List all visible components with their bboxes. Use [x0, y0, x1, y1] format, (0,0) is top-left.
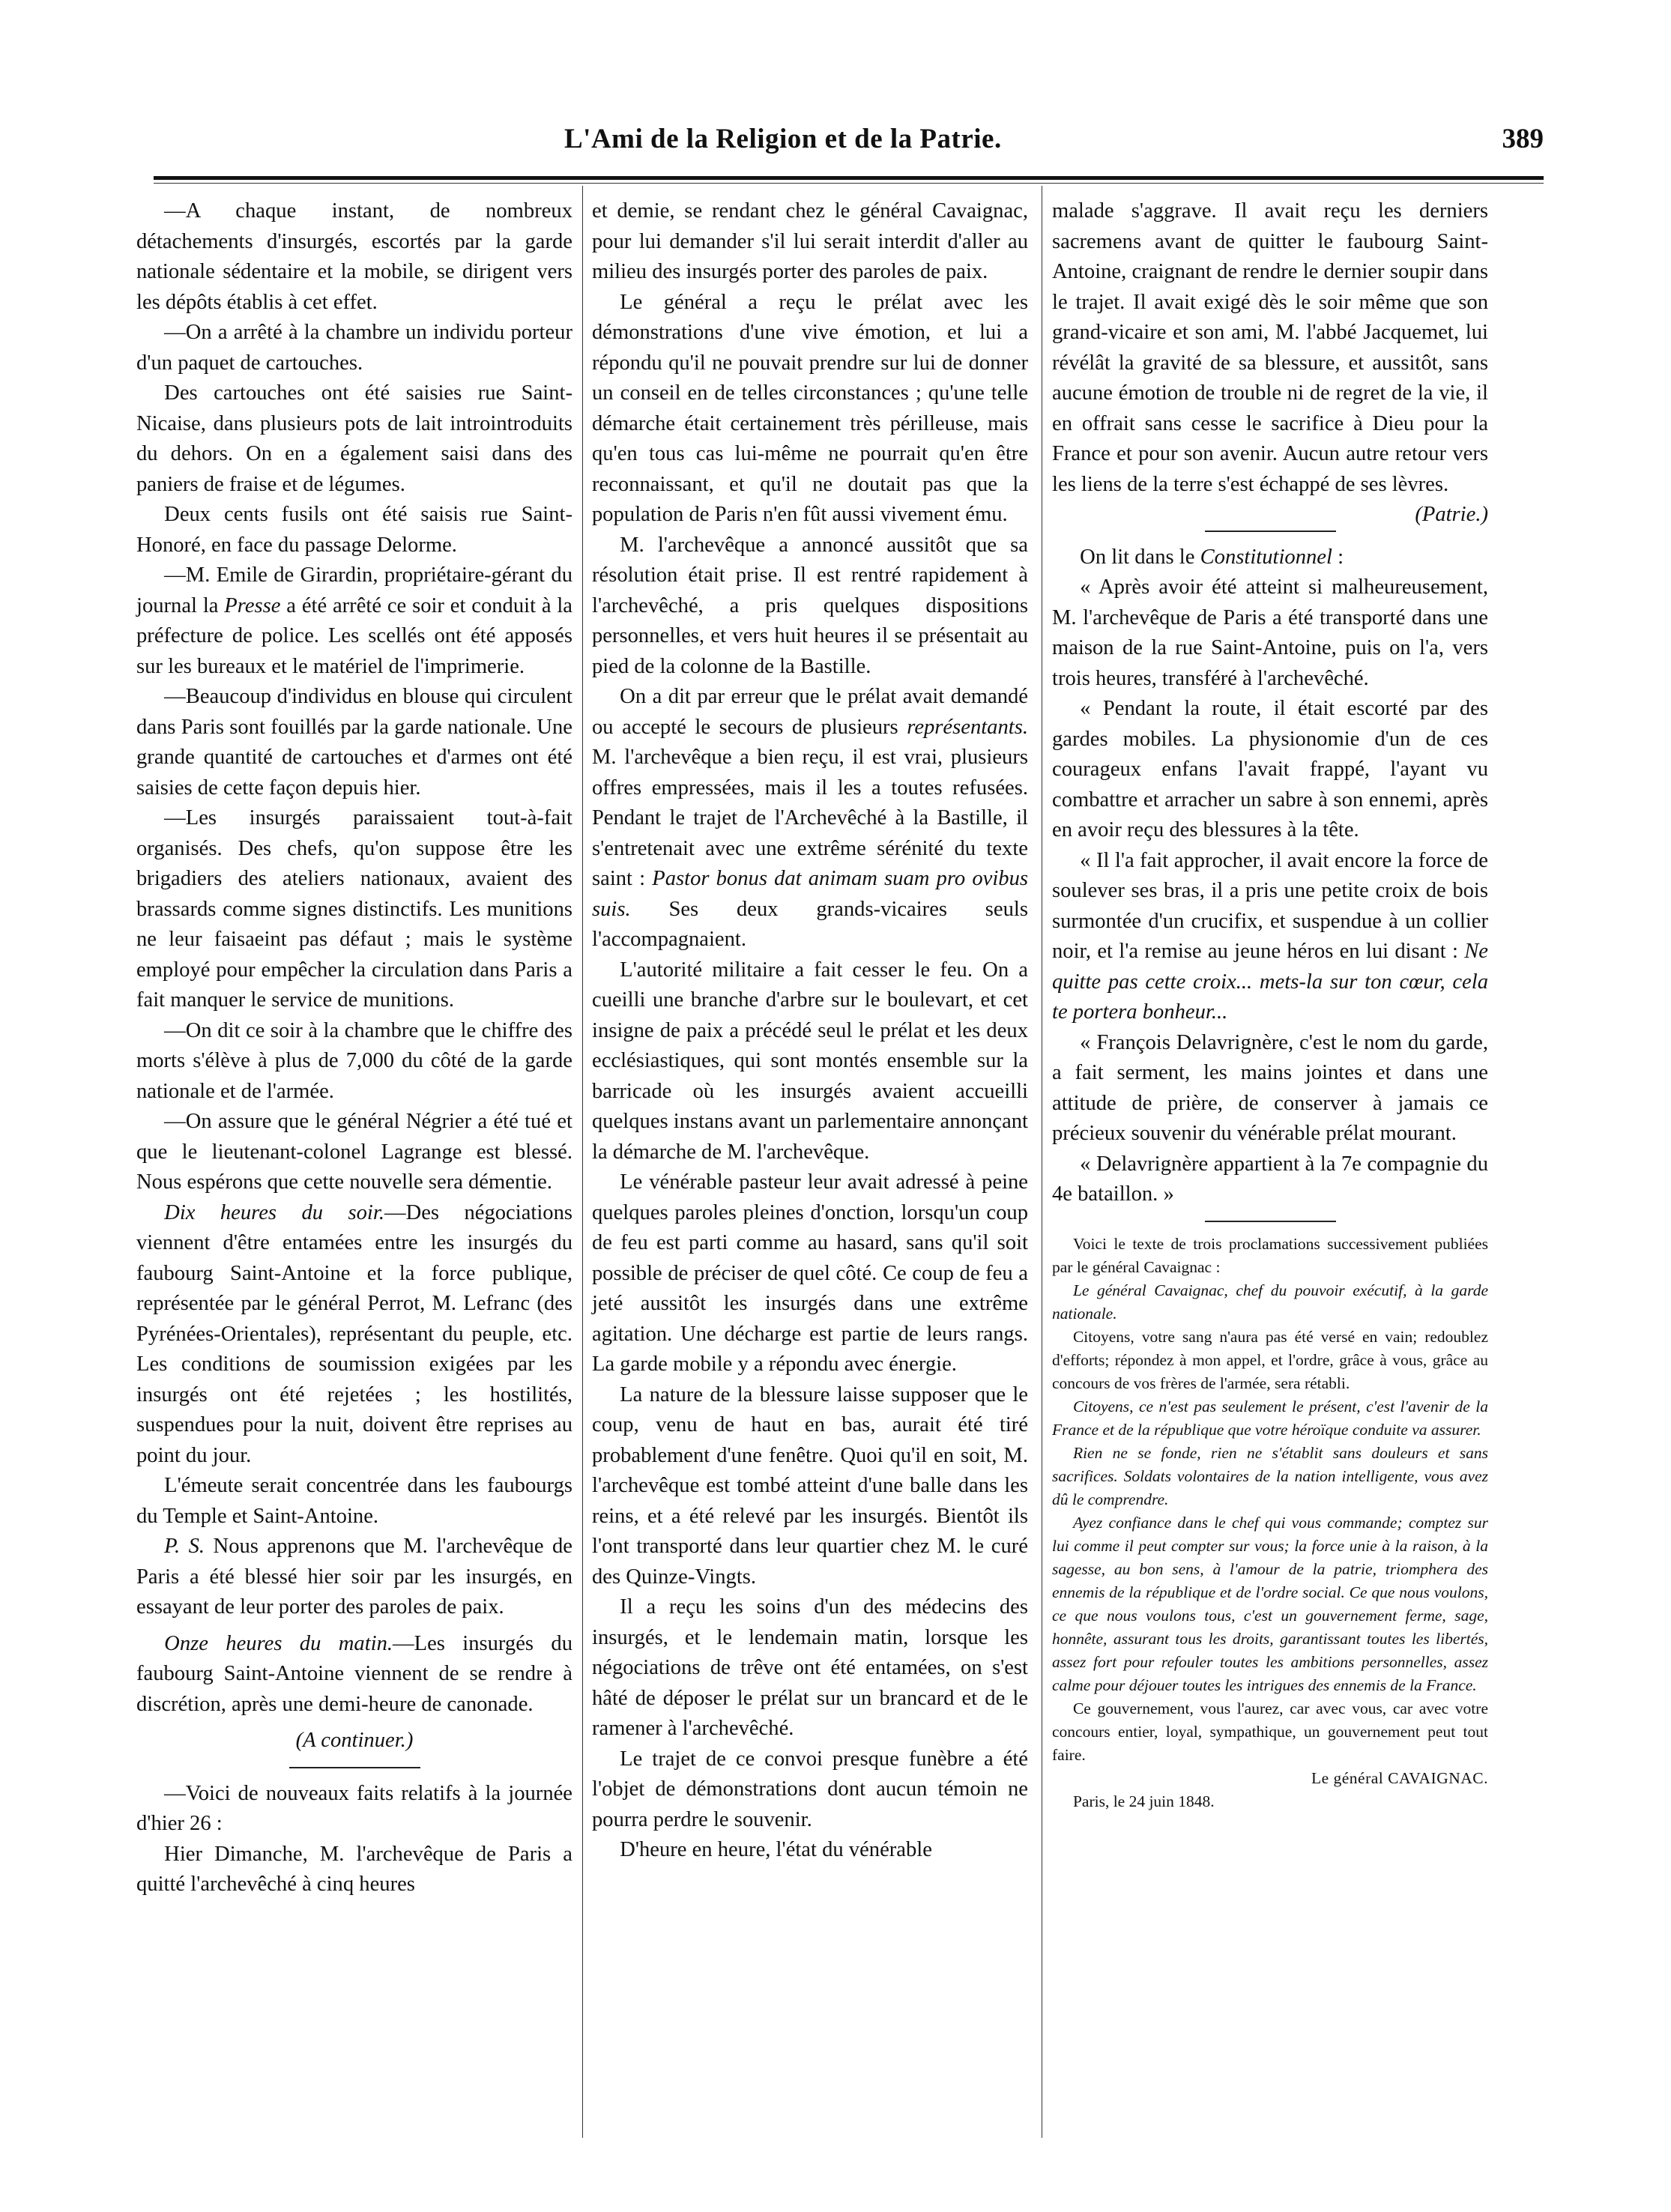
paragraph: Il a reçu les soins d'un des médecins des insurgés, et le lendemain matin, lorsque les négociations de trêve ont été entamées, on s'est hâté de déposer le prélat sur un brancard et de le ramener à l'archevêché. — [592, 1595, 1028, 1740]
paragraph: —On dit ce soir à la chambre que le chiffre des morts s'élève à plus de 7,000 du côté de la garde nationale et de l'armée. — [136, 1018, 572, 1103]
paragraph: « Il l'a fait approcher, il avait encore la force de soulever ses bras, il a pris une petite croix de bois surmontée d'un crucifix, et suspendue à un collier noir, et l'a remise au jeune héros en lui disant : Ne quitte pas cette croix... mets-la sur ton cœur, cela te portera bonheur... — [1052, 848, 1488, 1024]
paragraph: P. S. Nous apprenons que M. l'archevêque de Paris a été blessé hier soir par les insurgés, en essayant de leur porter des paroles de paix. — [136, 1535, 572, 1619]
proclamation-heading: Le général Cavaignac, chef du pouvoir exécutif, à la garde nationale. — [1052, 1281, 1488, 1323]
paragraph: —On a arrêté à la chambre un individu porteur d'un paquet de cartouches. — [136, 321, 572, 375]
paragraph: Rien ne se fonde, rien ne s'établit sans douleurs et sans sacrifices. Soldats volontaires de la nation intelligente, vous avez dû le comprendre. — [1052, 1443, 1488, 1508]
paragraph: —Voici de nouveaux faits relatifs à la journée d'hier 26 : — [136, 1781, 572, 1835]
column-divider-1 — [582, 186, 583, 2138]
paragraph: Hier Dimanche, M. l'archevêque de Paris a quitté l'archevêché à cinq heures — [136, 1842, 572, 1896]
paragraph: Ayez confiance dans le chef qui vous commande; comptez sur lui comme il peut compter sur vous; la force unie à la raison, à la sagesse, au bon sens, à l'amour de la patrie, triomphera des ennemis de la république et de l'ordre social. Ce que nous voulons, ce que nous voulons tous, c'est un gouvernement ferme, sage, honnête, assurant tous les droits, garantissant toutes les libertés, assez fort pour refouler toutes les ambitions personnelles, assez calme pour déjouer toutes les intrigues des ennemis de la France. — [1052, 1513, 1488, 1694]
paragraph: On a dit par erreur que le prélat avait demandé ou accepté le secours de plusieurs représentants. M. l'archevêque a bien reçu, il est vrai, plusieurs offres empressées, mais il les a toutes refusées. Pendant le trajet de l'Archevêché à la Bastille, il s'entretenait avec une extrême sérénité du texte saint : Pastor bonus dat animam suam pro ovibus suis. Ses deux grands-vicaires seuls l'accompagnaient. — [592, 685, 1028, 951]
section-separator — [289, 1767, 420, 1768]
paragraph: Citoyens, ce n'est pas seulement le présent, c'est l'avenir de la France et de la république que votre héroïque conduite va assurer. — [1052, 1397, 1488, 1439]
paragraph: Le trajet de ce convoi presque funèbre a été l'objet de démonstrations dont aucun témoin ne pourra perdre le souvenir. — [592, 1747, 1028, 1831]
section-separator — [1205, 1221, 1336, 1222]
paragraph: Citoyens, votre sang n'aura pas été versé en vain; redoublez d'efforts; répondez à mon appel, et l'ordre, grâce à vous, grâce au concours de vos frères de l'armée, sera rétabli. — [1052, 1327, 1488, 1392]
signature: Le général CAVAIGNAC. — [1311, 1768, 1488, 1787]
source-attribution: (Patrie.) — [1415, 503, 1488, 526]
paragraph: et demie, se rendant chez le général Cavaignac, pour lui demander s'il lui serait interdit d'aller au milieu des insurgés porter des paroles de paix. — [592, 199, 1028, 283]
paragraph: —A chaque instant, de nombreux détachements d'insurgés, escortés par la garde nationale sédentaire et la mobile, se dirigent vers les dépôts établis à cet effet. — [136, 199, 572, 314]
paragraph: L'autorité militaire a fait cesser le feu. On a cueilli une branche d'arbre sur le boulevart, et cet insigne de paix a précédé seul le prélat et les deux ecclésiastiques, qui sont montés ensemble sur la barricade où les insurgés avaient accueilli quelques instans avant un parlementaire annonçant la démarche de M. l'archevêque. — [592, 958, 1028, 1164]
paragraph: La nature de la blessure laisse supposer que le coup, venu de haut en bas, aurait été tiré probablement d'une fenêtre. Quoi qu'il en soit, M. l'archevêque est tombé atteint d'une balle dans les reins, et a été relevé par les insurgés. Bientôt ils l'ont transporté dans leur quartier chez M. le curé des Quinze-Vingts. — [592, 1382, 1028, 1589]
to-be-continued: (A continuer.) — [295, 1729, 414, 1752]
paragraph: Onze heures du matin.—Les insurgés du faubourg Saint-Antoine viennent de se rendre à discrétion, après une demi-heure de canonade. — [136, 1631, 572, 1716]
page-number: 389 — [1502, 124, 1544, 154]
paragraph: —Beaucoup d'individus en blouse qui circulent dans Paris sont fouillés par la garde nationale. Une grande quantité de cartouches et d'armes ont été saisies de cette façon depuis hier. — [136, 685, 572, 800]
paragraph: « François Delavrignère, c'est le nom du garde, a fait serment, les mains jointes et dans une attitude de prière, de conserver à jamais ce précieux souvenir du vénérable prélat mourant. — [1052, 1030, 1488, 1145]
paragraph: —On assure que le général Négrier a été tué et que le lieutenant-colonel Lagrange est blessé. Nous espérons que cette nouvelle sera démentie. — [136, 1110, 572, 1194]
paragraph: L'émeute serait concentrée dans les faubourgs du Temple et Saint-Antoine. — [136, 1474, 572, 1528]
page-header — [131, 120, 1544, 168]
paragraph: Le général a reçu le prélat avec les démonstrations d'une vive émotion, et lui a répondu qu'il ne pouvait prendre sur lui de donner un conseil en de telles circonstances ; qu'une telle démarche était certainement très périlleuse, mais qu'en tous cas lui-même ne pourrait qu'en être reconnaissant, et qu'il ne doutait pas que la population de Paris n'en fût aussi vivement ému. — [592, 290, 1028, 526]
paragraph: D'heure en heure, l'état du vénérable — [620, 1838, 932, 1861]
paragraph: « Après avoir été atteint si malheureusement, M. l'archevêque de Paris a été transporté dans une maison de la rue Saint-Antoine, puis on l'a, vers trois heures, transféré à l'archevêché. — [1052, 575, 1488, 690]
journal-title: L'Ami de la Religion et de la Patrie. — [564, 124, 1002, 154]
paragraph: M. l'archevêque a annoncé aussitôt que sa résolution était prise. Il est rentré rapidement à l'archevêché, a pris quelques dispositions personnelles, et vers huit heures il se présentait au pied de la colonne de la Bastille. — [592, 533, 1028, 678]
dateline: Paris, le 24 juin 1848. — [1072, 1792, 1215, 1810]
column-3 — [1052, 196, 1488, 1813]
paragraph: —Les insurgés paraissaient tout-à-fait organisés. Des chefs, qu'on suppose être les brigadiers des ateliers nationaux, avaient des brassards comme signes distinctifs. Les munitions ne leur faisaeint pas défaut ; mais le système employé pour empêcher la circulation dans Paris a fait manquer le service de munitions. — [136, 806, 572, 1012]
paragraph: —M. Emile de Girardin, propriétaire-gérant du journal la Presse a été arrêté ce soir et conduit à la préfecture de police. Les scellés ont été apposés sur les bureaux et le matériel de l'imprimerie. — [136, 563, 572, 678]
column-2 — [592, 196, 1028, 1866]
proclamation-section — [1052, 1233, 1488, 1813]
paragraph: Voici le texte de trois proclamations successivement publiées par le général Cavaignac : — [1052, 1234, 1488, 1276]
paragraph: Des cartouches ont été saisies rue Saint-Nicaise, dans plusieurs pots de lait introintroduits du dehors. On en a également saisi dans des paniers de fraise et de légumes. — [136, 381, 572, 496]
header-rule-thick — [154, 176, 1544, 180]
paragraph: malade s'aggrave. Il avait reçu les derniers sacremens avant de quitter le faubourg Saint-Antoine, craignant de rendre le dernier soupir dans le trajet. Il avait exigé dès le soir même que son grand-vicaire et son ami, M. l'abbé Jacquemet, lui révélât la gravité de sa blessure, et aussitôt, sans aucune émotion de trouble ni de regret de la vie, il en offrait sans cesse le sacrifice à Dieu pour la France et pour son avenir. Aucun autre retour vers les liens de la terre s'est échappé de ses lèvres. (Patrie.) — [1052, 196, 1488, 500]
paragraph: On lit dans le Constitutionnel : — [1080, 545, 1344, 569]
section-separator — [1205, 531, 1336, 532]
paragraph: Ce gouvernement, vous l'aurez, car avec vous, car avec votre concours entier, loyal, sympathique, un gouvernement peut tout faire. — [1052, 1699, 1488, 1764]
paragraph: « Delavrignère appartient à la 7e compagnie du 4e bataillon. » — [1052, 1152, 1488, 1206]
paragraph: Le vénérable pasteur leur avait adressé à peine quelques paroles pleines d'onction, lorsqu'un coup de feu est parti comme au hasard, sans qu'il soit possible de préciser de quel côté. Ce coup de feu a jeté aussitôt les insurgés dans une extrême agitation. Une décharge est partie de leurs rangs. La garde mobile y a répondu avec énergie. — [592, 1170, 1028, 1376]
header-rule-thin — [154, 183, 1544, 184]
column-1 — [136, 196, 572, 1900]
paragraph: « Pendant la route, il était escorté par des gardes mobiles. La physionomie d'un de ces courageux enfans l'avait frappé, l'ayant vu combattre et arracher un sabre à son ennemi, après en avoir reçu des blessures à la tête. — [1052, 697, 1488, 841]
paragraph: Deux cents fusils ont été saisis rue Saint-Honoré, en face du passage Delorme. — [136, 503, 572, 557]
paragraph: Dix heures du soir.—Des négociations viennent d'être entamées entre les insurgés du faubourg Saint-Antoine et la force publique, représentée par le général Perrot, M. Lefranc (des Pyrénées-Orientales), représentant du peuple, etc. Les conditions de soumission exigées par les insurgés ont été rejetées ; les hostilités, suspendues pour la nuit, doivent être reprises au point du jour. — [136, 1200, 572, 1467]
